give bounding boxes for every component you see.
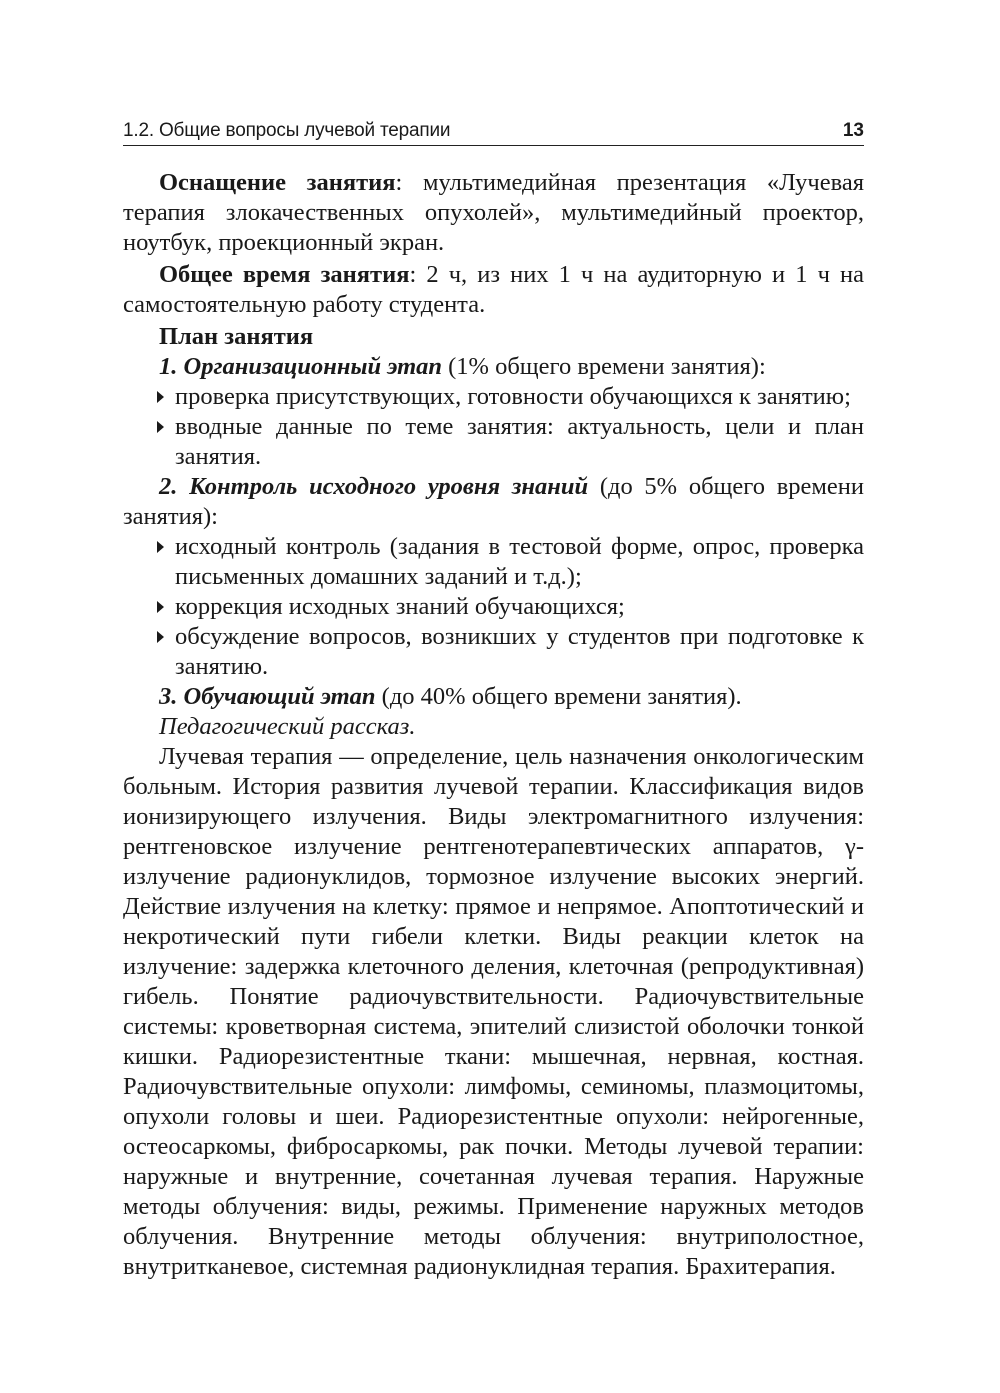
bullet-marker-icon — [157, 391, 164, 403]
equipment-paragraph — [123, 168, 864, 258]
stage3-paragraph — [123, 682, 864, 712]
section-title: 1.2. Общие вопросы лучевой терапии — [123, 120, 451, 141]
time-paragraph — [123, 260, 864, 320]
stage2-paragraph — [123, 472, 864, 532]
page-body — [123, 168, 864, 1282]
bullet-marker-icon — [157, 421, 164, 433]
stage2-title: 2. Контроль исходного уровня знаний — [159, 473, 589, 500]
list-item — [123, 412, 864, 472]
running-header — [123, 117, 864, 146]
list-item — [123, 382, 864, 412]
list-item-text: коррекция исходных знаний обучающихся; — [175, 593, 625, 620]
stage3-text: (до 40% общего времени занятия). — [375, 683, 742, 710]
page-number: 13 — [842, 120, 864, 141]
stage1-paragraph — [123, 352, 864, 382]
equipment-label: Оснащение занятия — [159, 169, 396, 196]
bullet-marker-icon — [157, 601, 164, 613]
list-item-text: обсуждение вопросов, возникших у студентов при подготовке к занятию. — [175, 623, 864, 680]
list-item — [123, 592, 864, 622]
time-label: Общее время занятия — [159, 261, 410, 288]
stage1-title: 1. Организационный этап — [159, 353, 443, 380]
stage2-text: (до 5% общего времени занятия): — [123, 473, 864, 530]
plan-heading: План занятия — [159, 323, 314, 350]
stage1-text: (1% общего времени занятия): — [442, 353, 766, 380]
story-heading: Педагогический рассказ. — [159, 713, 416, 740]
bullet-marker-icon — [157, 631, 164, 643]
list-item-text: исходный контроль (задания в тестовой форме, опрос, проверка письменных домашних заданий и т.д.); — [175, 533, 864, 590]
bullet-marker-icon — [157, 541, 164, 553]
list-item — [123, 532, 864, 592]
list-item-text: проверка присутствующих, готовности обучающихся к занятию; — [175, 383, 851, 410]
equipment-text: : мультимедийная презентация «Лучевая терапия злокачественных опухолей», мультимедийный проектор, ноутбук, проекционный экран. — [123, 169, 864, 256]
stage3-title: 3. Обучающий этап — [159, 683, 376, 710]
list-item — [123, 622, 864, 682]
list-item-text: вводные данные по теме занятия: актуальность, цели и план занятия. — [175, 413, 864, 470]
time-text: : 2 ч, из них 1 ч на аудиторную и 1 ч на самостоятельную работу студента. — [123, 261, 864, 318]
main-paragraph: Лучевая терапия — определение, цель назначения онкологическим больным. История развития лучевой терапии. Классификация видов ионизирующего излучения. Виды электромагнитного излучения: рентгеновское излучение рентгенотерапевтических аппаратов, γ-излучение радионуклидов, тормозное излучение высоких энергий. Действие излучения на клетку: прямое и непрямое. Апоптотический и некротический пути гибели клетки. Виды реакции клеток на излучение: задержка клеточного деления, клеточная (репродуктивная) гибель. Понятие радиочувствительности. Радиочувствительные системы: кроветворная система, эпителий слизистой оболочки тонкой кишки. Радиорезистентные ткани: мышечная, нервная, костная. Радиочувствительные опухоли: лимфомы, семиномы, плазмоцитомы, опухоли головы и шеи. Радиорезистентные опухоли: нейрогенные, остеосаркомы, фибросаркомы, рак почки. Методы лучевой терапии: наружные и внутренние, сочетанная лучевая терапия. Наружные методы облучения: виды, режимы. Применение наружных методов облучения. Внутренние методы облучения: внутриполостное, внутритканевое, системная радионуклидная терапия. Брахитерапия. — [123, 743, 864, 1280]
